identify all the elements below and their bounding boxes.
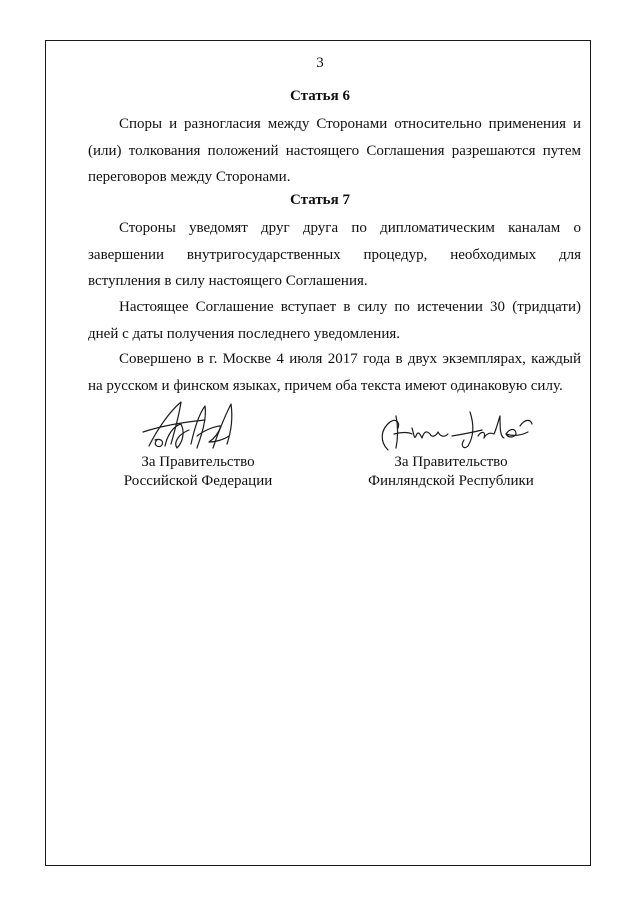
russian-signatory-line-1: За Правительство: [141, 454, 255, 470]
article-7-paragraph-1: Стороны уведомят друг друга по дипломатическим каналам о завершении внутригосударственных процедур, необходимых для вступления в силу настоящего Соглашения.: [88, 220, 581, 289]
finnish-signature-image: [374, 406, 544, 456]
article-6-text: Споры и разногласия между Сторонами относительно применения и (или) толкования положений настоящего Соглашения разрешаются путем переговоров между Сторонами.: [88, 116, 581, 185]
russian-signatory-block: [88, 453, 308, 491]
article-7-title: Статья 7: [290, 192, 350, 208]
finnish-signatory-block: [341, 453, 561, 491]
finnish-signatory-line-2: Финляндской Республики: [368, 473, 534, 489]
russian-signatory-line-2: Российской Федерации: [123, 473, 273, 489]
page-number: 3: [316, 55, 324, 71]
article-7-paragraph-2: Настоящее Соглашение вступает в силу по истечении 30 (тридцати) дней с даты получения последнего уведомления.: [88, 299, 581, 342]
russian-signature-image: [135, 396, 245, 454]
article-7-paragraph-3: Совершено в г. Москве 4 июля 2017 года в двух экземплярах, каждый на русском и финском языках, причем оба текста имеют одинаковую силу.: [88, 351, 581, 394]
finnish-signatory-line-1: За Правительство: [394, 454, 508, 470]
article-6-title: Статья 6: [290, 88, 350, 104]
